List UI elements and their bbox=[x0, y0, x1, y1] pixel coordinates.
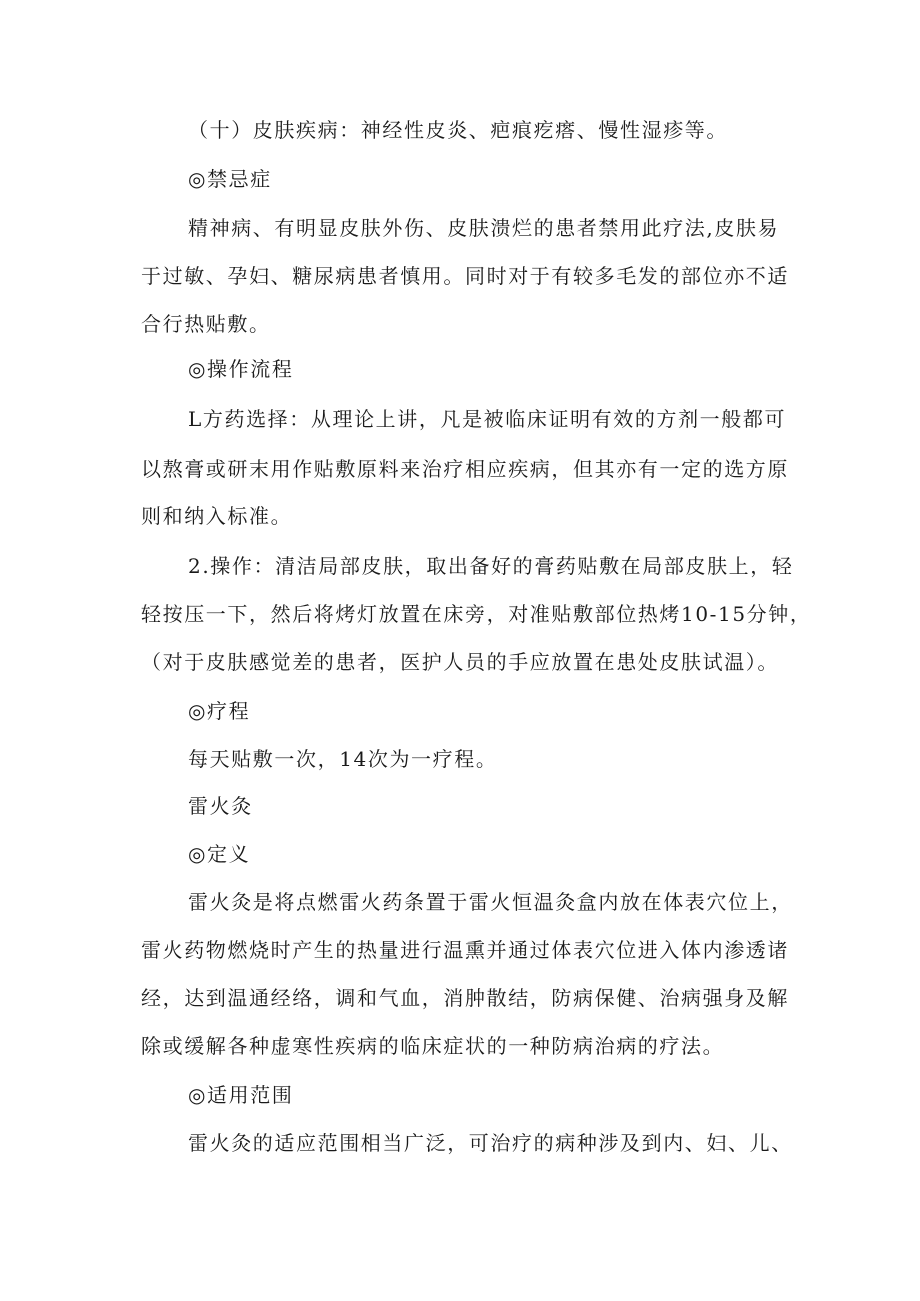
text-line: 雷火灸是将点燃雷火药条置于雷火恒温灸盒内放在体表穴位上， bbox=[188, 890, 793, 914]
text-line: 轻按压一下，然后将烤灯放置在床旁，对准贴敷部位热烤10-15分钟， bbox=[141, 602, 812, 626]
heading-course: ◎疗程 bbox=[188, 699, 251, 723]
heading-procedure: ◎操作流程 bbox=[188, 357, 294, 381]
heading-definition: ◎定义 bbox=[188, 842, 251, 866]
text-line: （对于皮肤感觉差的患者，医护人员的手应放置在患处皮肤试温）。 bbox=[141, 650, 779, 674]
text-line: 雷火药物燃烧时产生的热量进行温熏并通过体表穴位进入体内渗透诸 bbox=[141, 938, 789, 962]
text-line: 雷火灸的适应范围相当广泛，可治疗的病种涉及到内、妇、儿、 bbox=[188, 1131, 793, 1155]
heading-leihuo-moxibustion: 雷火灸 bbox=[188, 794, 253, 818]
text-line: 经，达到温通经络，调和气血，消肿散结，防病保健、治病强身及解 bbox=[141, 986, 789, 1010]
text-line-skin-diseases: （十）皮肤疾病：神经性皮炎、疤痕疙瘩、慢性湿疹等。 bbox=[188, 118, 728, 142]
text-line: 除或缓解各种虚寒性疾病的临床症状的一种防病治病的疗法。 bbox=[141, 1034, 725, 1058]
text-line: 2.操作：清洁局部皮肤，取出备好的膏药贴敷在局部皮肤上，轻 bbox=[188, 554, 794, 578]
text-line: L方药选择：从理论上讲，凡是被临床证明有效的方剂一般都可 bbox=[188, 407, 787, 431]
heading-scope: ◎适用范围 bbox=[188, 1083, 294, 1107]
text-line: 以熬膏或研末用作贴敷原料来治疗相应疾病，但其亦有一定的选方原 bbox=[141, 457, 789, 481]
text-line: 精神病、有明显皮肤外伤、皮肤溃烂的患者禁用此疗法,皮肤易 bbox=[188, 216, 780, 240]
text-line: 合行热贴敷。 bbox=[141, 312, 271, 336]
heading-contraindications: ◎禁忌症 bbox=[188, 167, 272, 191]
text-line: 于过敏、孕妇、糖尿病患者慎用。同时对于有较多毛发的部位亦不适 bbox=[141, 264, 789, 288]
text-line: 每天贴敷一次，14次为一疗程。 bbox=[188, 747, 498, 771]
text-line: 则和纳入标准。 bbox=[141, 504, 293, 528]
